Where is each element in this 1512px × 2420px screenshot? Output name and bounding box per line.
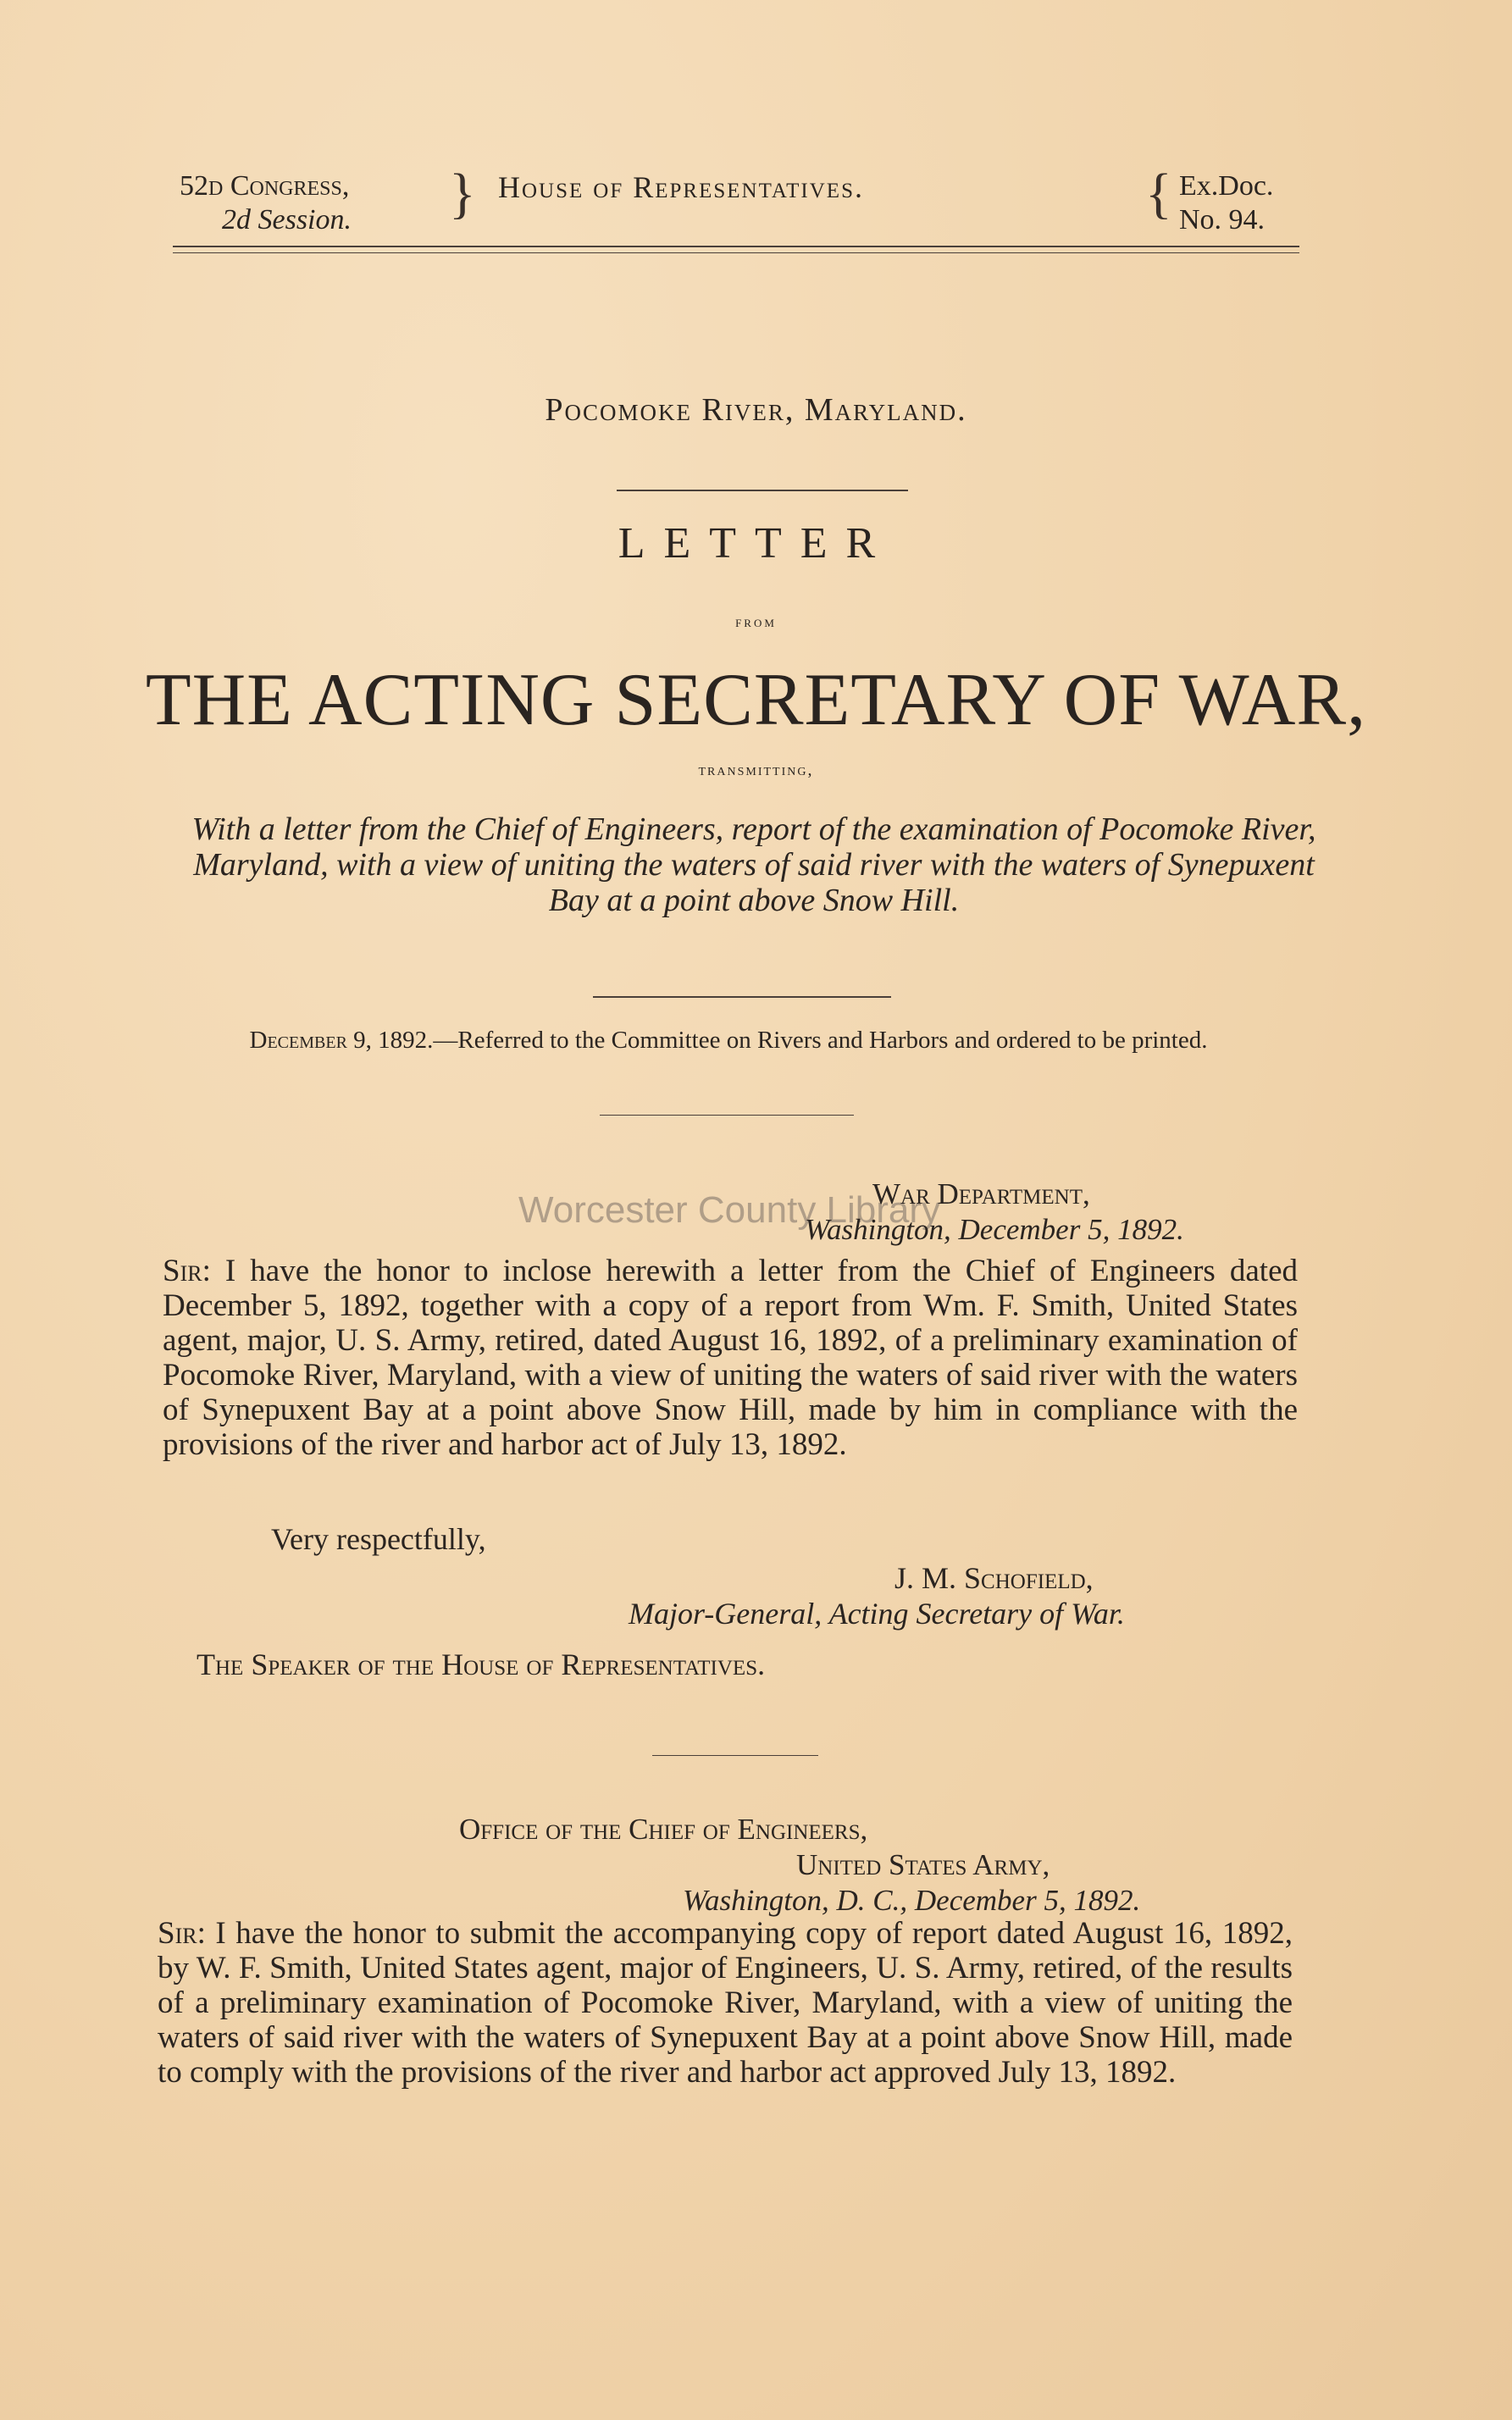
army-heading: United States Army, (796, 1848, 1050, 1881)
referral-note (161, 1023, 1296, 1057)
letter1-signer-title: Major-General, Acting Secretary of War. (629, 1597, 1125, 1631)
subject-title: Pocomoke River, Maryland. (545, 392, 967, 428)
letter1-addressee: The Speaker of the House of Representatives. (197, 1647, 766, 1681)
letter1-signer: J. M. Schofield, (894, 1561, 1094, 1595)
letter-heading: LETTER (618, 519, 894, 568)
letter1-closing: Very respectfully, (271, 1522, 486, 1556)
divider-rule-2 (593, 996, 891, 998)
doc-type: Ex.Doc. (1179, 170, 1274, 202)
divider-rule-1 (617, 490, 908, 491)
letter1-salutation: Sir: (163, 1254, 211, 1288)
header-rule-top (173, 246, 1299, 247)
office-heading: Office of the Chief of Engineers, (459, 1813, 868, 1846)
doc-number: No. 94. (1179, 204, 1266, 235)
letter1-place-date: Washington, December 5, 1892. (805, 1213, 1184, 1246)
congress-label: 52d Congress, (180, 170, 350, 202)
header-rule-bottom (173, 252, 1299, 253)
session-label: 2d Session. (222, 204, 352, 235)
war-department-heading: War Department, (872, 1177, 1090, 1210)
right-brace-icon: { (1145, 163, 1172, 224)
letter1-text: I have the honor to inclose herewith a letter from the Chief of Engineers dated December 5, 1892, together with a copy of a report from Wm. F. Smith, United States agent, major, U. S. Army, retired, dated August 16, 1892, of a preliminary examination of Pocomoke River, Maryland, with a view of uniting the waters of said river with the waters of Synepuxent Bay at a point above Snow Hill, made by him in compliance with the provisions of the river and harbor act of July 13, 1892. (163, 1254, 1299, 1462)
referral-date: December 9, 1892. (249, 1027, 434, 1054)
library-watermark: Worcester County Library (518, 1189, 941, 1231)
house-label: House of Representatives. (498, 170, 864, 204)
from-label: from (735, 613, 777, 630)
transmitting-label: transmitting, (698, 761, 814, 779)
letter2-salutation: Sir: (158, 1916, 206, 1951)
divider-rule-4 (652, 1755, 818, 1756)
official-title: THE ACTING SECRETARY OF WAR, (145, 659, 1367, 741)
doc-number-block (1179, 169, 1273, 237)
document-description: With a letter from the Chief of Engineers, report of the examination of Pocomoke River, Maryland, with a view of uniting the waters of said river with the waters of Synepuxent Bay at a point above Snow Hill. (191, 811, 1316, 918)
letter2-place-date: Washington, D. C., December 5, 1892. (683, 1884, 1141, 1917)
letter2-text: I have the honor to submit the accompanying copy of report dated August 16, 1892, by W. F. Smith, United States agent, major of Engineers, U. S. Army, retired, of the results of a preliminary examination of Pocomoke River, Maryland, with a view of uniting the waters of said river with the waters of Synepuxent Bay at a point above Snow Hill, made to comply with the provisions of the river and harbor act approved July 13, 1892. (158, 1916, 1293, 2090)
letter2-body (158, 1916, 1293, 2090)
congress-session (180, 169, 352, 237)
divider-rule-3 (600, 1115, 854, 1116)
letter1-body (163, 1254, 1298, 1462)
referral-text: —Referred to the Committee on Rivers and Harbors and ordered to be printed. (433, 1027, 1208, 1054)
left-brace-icon: } (449, 163, 476, 224)
